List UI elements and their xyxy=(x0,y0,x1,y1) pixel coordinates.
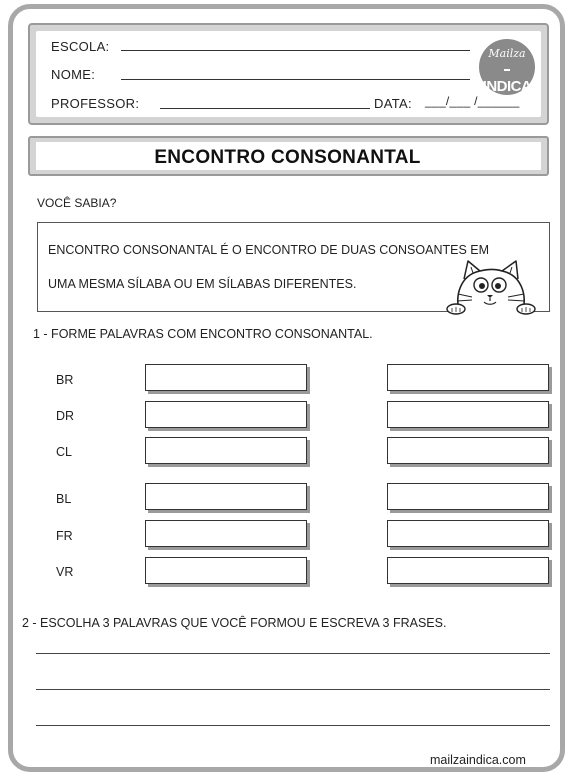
info-line-2: UMA MESMA SÍLABA OU EM SÍLABAS DIFERENTES. xyxy=(48,277,357,291)
question-2-text: 2 - ESCOLHA 3 PALAVRAS QUE VOCÊ FORMOU E ESCREVA 3 FRASES. xyxy=(22,616,447,630)
answer-box-br-1[interactable] xyxy=(145,364,307,391)
page-title: ENCONTRO CONSONANTAL xyxy=(154,147,421,168)
row-label-bl: BL xyxy=(56,492,72,506)
answer-box-cl-2[interactable] xyxy=(387,437,549,464)
answer-box-dr-2[interactable] xyxy=(387,401,549,428)
question-1-text: 1 - FORME PALAVRAS COM ENCONTRO CONSONANTAL. xyxy=(33,327,373,341)
escola-label: ESCOLA: xyxy=(51,39,110,54)
date-field[interactable]: ___/___ /______ xyxy=(425,94,520,108)
answer-box-br-2[interactable] xyxy=(387,364,549,391)
professor-label: PROFESSOR: xyxy=(51,96,140,111)
answer-box-fr-2[interactable] xyxy=(387,520,549,547)
escola-field[interactable] xyxy=(121,50,470,51)
professor-field[interactable] xyxy=(160,108,370,109)
voce-sabia-heading: VOCÊ SABIA? xyxy=(37,196,117,210)
row-label-vr: VR xyxy=(56,565,74,579)
info-line-1: ENCONTRO CONSONANTAL É O ENCONTRO DE DUAS CONSOANTES EM xyxy=(48,243,490,257)
answer-box-cl-1[interactable] xyxy=(145,437,307,464)
answer-box-dr-1[interactable] xyxy=(145,401,307,428)
footer-site-text: mailzaindica.com xyxy=(430,753,526,767)
row-label-cl: CL xyxy=(56,445,72,459)
nome-label: NOME: xyxy=(51,67,96,82)
answer-box-bl-2[interactable] xyxy=(387,483,549,510)
logo-indica-text: INDICA xyxy=(482,78,532,95)
logo-script-text: Mailza xyxy=(488,47,526,60)
answer-box-fr-1[interactable] xyxy=(145,520,307,547)
nome-field[interactable] xyxy=(121,79,470,80)
row-label-br: BR xyxy=(56,373,74,387)
row-label-dr: DR xyxy=(56,409,75,423)
answer-box-vr-2[interactable] xyxy=(387,557,549,584)
row-label-fr: FR xyxy=(56,529,73,543)
write-line-3[interactable] xyxy=(36,725,550,726)
answer-box-vr-1[interactable] xyxy=(145,557,307,584)
logo-main-text xyxy=(479,61,535,95)
write-line-1[interactable] xyxy=(36,653,550,654)
data-label: DATA: xyxy=(374,96,412,111)
write-line-2[interactable] xyxy=(36,689,550,690)
mailza-indica-logo xyxy=(479,39,535,95)
answer-box-bl-1[interactable] xyxy=(145,483,307,510)
cat-peeking-icon xyxy=(444,257,538,315)
